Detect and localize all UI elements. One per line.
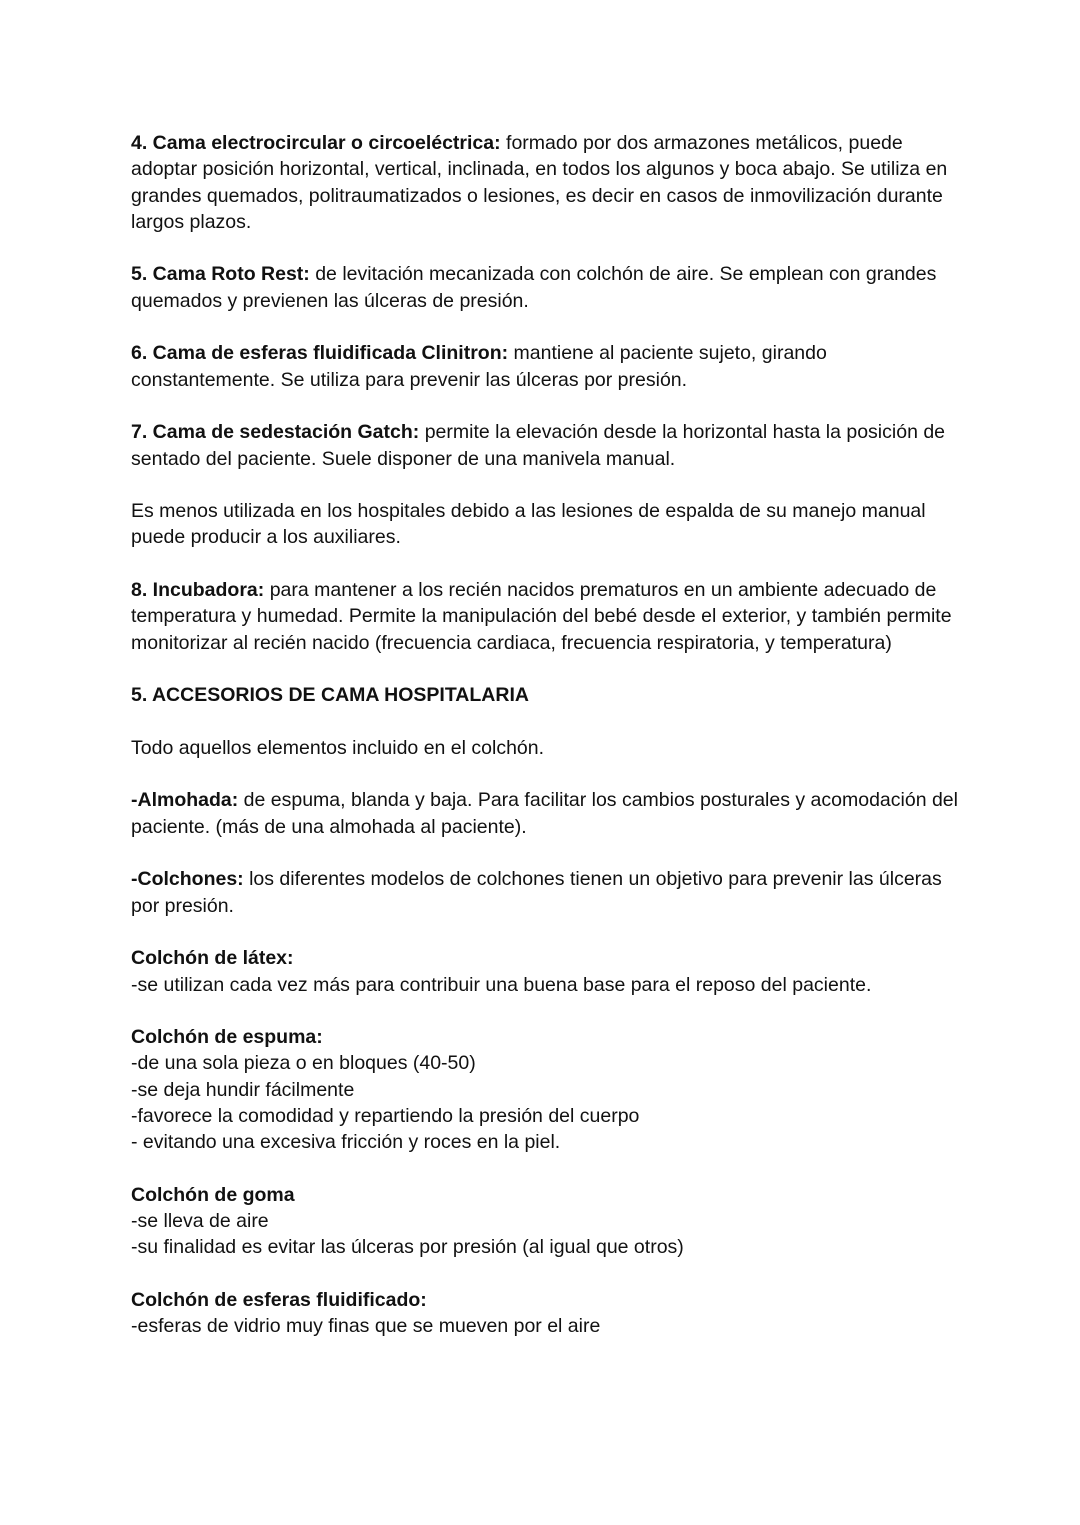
item-7-label: 7. Cama de sedestación Gatch: xyxy=(131,421,420,444)
item-5-text: de levitación mecanizada con colchón de aire. Se emplean con grandes quemados y previenen las úlceras de presión. xyxy=(131,263,937,312)
goma-line: -se lleva de aire xyxy=(131,1210,269,1233)
item-7-note: Es menos utilizada en los hospitales debido a las lesiones de espalda de su manejo manual puede producir a los auxiliares. xyxy=(131,500,926,549)
item-7-paragraph xyxy=(131,419,961,472)
goma-line: -su finalidad es evitar las úlceras por presión (al igual que otros) xyxy=(131,1236,684,1259)
item-6-text: mantiene al paciente sujeto, girando constantemente. Se utiliza para prevenir las úlceras por presión. xyxy=(131,342,827,391)
esferas-title: Colchón de esferas fluidificado: xyxy=(131,1289,427,1312)
latex-line: -se utilizan cada vez más para contribuir una buena base para el reposo del paciente. xyxy=(131,973,872,996)
espuma-line: -de una sola pieza o en bloques (40-50) xyxy=(131,1052,476,1075)
item-8-paragraph xyxy=(131,577,961,656)
espuma-line: -se deja hundir fácilmente xyxy=(131,1078,355,1101)
almohada-paragraph xyxy=(131,787,961,840)
latex-title: Colchón de látex: xyxy=(131,947,294,970)
colchones-paragraph xyxy=(131,866,961,919)
colchones-label: -Colchones: xyxy=(131,868,244,891)
item-5-label: 5. Cama Roto Rest: xyxy=(131,263,310,286)
item-7-text: permite la elevación desde la horizontal hasta la posición de sentado del paciente. Suele disponer de una manivela manual. xyxy=(131,421,946,470)
espuma-title: Colchón de espuma: xyxy=(131,1026,323,1049)
item-5-paragraph xyxy=(131,261,961,314)
almohada-label: -Almohada: xyxy=(131,789,239,812)
item-4-text: formado por dos armazones metálicos, puede adoptar posición horizontal, vertical, inclinada, en todos los algunos y boca abajo. Se utiliza en grandes quemados, politraumatizados o lesiones, es decir en casos de inmovilización durante largos plazos. xyxy=(131,132,948,233)
item-6-label: 6. Cama de esferas fluidificada Clinitron: xyxy=(131,342,509,365)
item-4-label: 4. Cama electrocircular o circoeléctrica: xyxy=(131,132,501,154)
item-8-label: 8. Incubadora: xyxy=(131,579,265,602)
section-intro: Todo aquellos elementos incluido en el colchón. xyxy=(131,736,545,759)
espuma-line: -favorece la comodidad y repartiendo la presión del cuerpo xyxy=(131,1104,640,1127)
item-6-paragraph xyxy=(131,340,961,393)
goma-title: Colchón de goma xyxy=(131,1183,295,1206)
colchones-text: los diferentes modelos de colchones tienen un objetivo para prevenir las úlceras por presión. xyxy=(131,868,942,917)
almohada-text: de espuma, blanda y baja. Para facilitar los cambios posturales y acomodación del paciente. (más de una almohada al paciente). xyxy=(131,789,958,838)
esferas-line: -esferas de vidrio muy finas que se mueven por el aire xyxy=(131,1315,601,1338)
section-heading: 5. ACCESORIOS DE CAMA HOSPITALARIA xyxy=(131,684,529,707)
document-body xyxy=(131,130,961,1340)
item-8-text: para mantener a los recién nacidos prematuros en un ambiente adecuado de temperatura y humedad. Permite la manipulación del bebé desde el exterior, y también permite monitorizar al recién nacido (frecuencia cardiaca, frecuencia respiratoria, y temperatura) xyxy=(131,579,952,654)
espuma-line: - evitando una excesiva fricción y roces en la piel. xyxy=(131,1131,561,1154)
item-4-paragraph xyxy=(131,130,961,235)
